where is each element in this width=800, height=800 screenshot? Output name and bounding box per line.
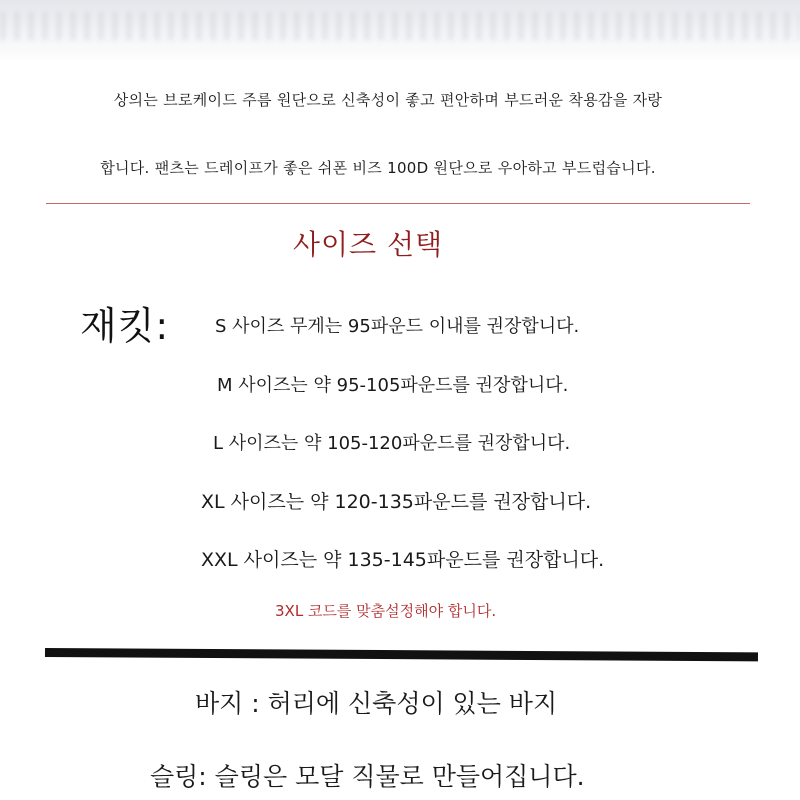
section-divider-red xyxy=(46,203,750,204)
size-xxl-recommendation: XXL 사이즈는 약 135-145파운드를 권장합니다. xyxy=(201,549,605,571)
pants-detail: 바지 : 허리에 신축성이 있는 바지 xyxy=(195,689,558,718)
size-selection-title: 사이즈 선택 xyxy=(292,228,444,261)
size-l-recommendation: L 사이즈는 약 105-120파운드를 권장합니다. xyxy=(213,433,571,454)
size-s-recommendation: S 사이즈 무게는 95파운드 이내를 권장합니다. xyxy=(215,316,580,337)
size-xl-recommendation: XL 사이즈는 약 120-135파운드를 권장합니다. xyxy=(201,491,592,513)
description-line-2: 합니다. 팬츠는 드레이프가 좋은 쉬폰 비즈 100D 원단으로 우아하고 부드럽습니다. xyxy=(100,159,656,177)
description-line-1: 상의는 브로케이드 주름 원단으로 신축성이 좋고 편안하며 부드러운 착용감을 자랑 xyxy=(113,91,663,109)
section-divider-black xyxy=(45,648,758,661)
top-image-fade xyxy=(0,0,800,62)
size-m-recommendation: M 사이즈는 약 95-105파운드를 권장합니다. xyxy=(217,375,569,396)
size-3xl-custom-note: 3XL 코드를 맞춤설정해야 합니다. xyxy=(275,602,497,620)
sling-detail: 슬링: 슬링은 모달 직물로 만들어집니다. xyxy=(150,762,585,791)
jacket-label: 재킷: xyxy=(80,304,170,348)
